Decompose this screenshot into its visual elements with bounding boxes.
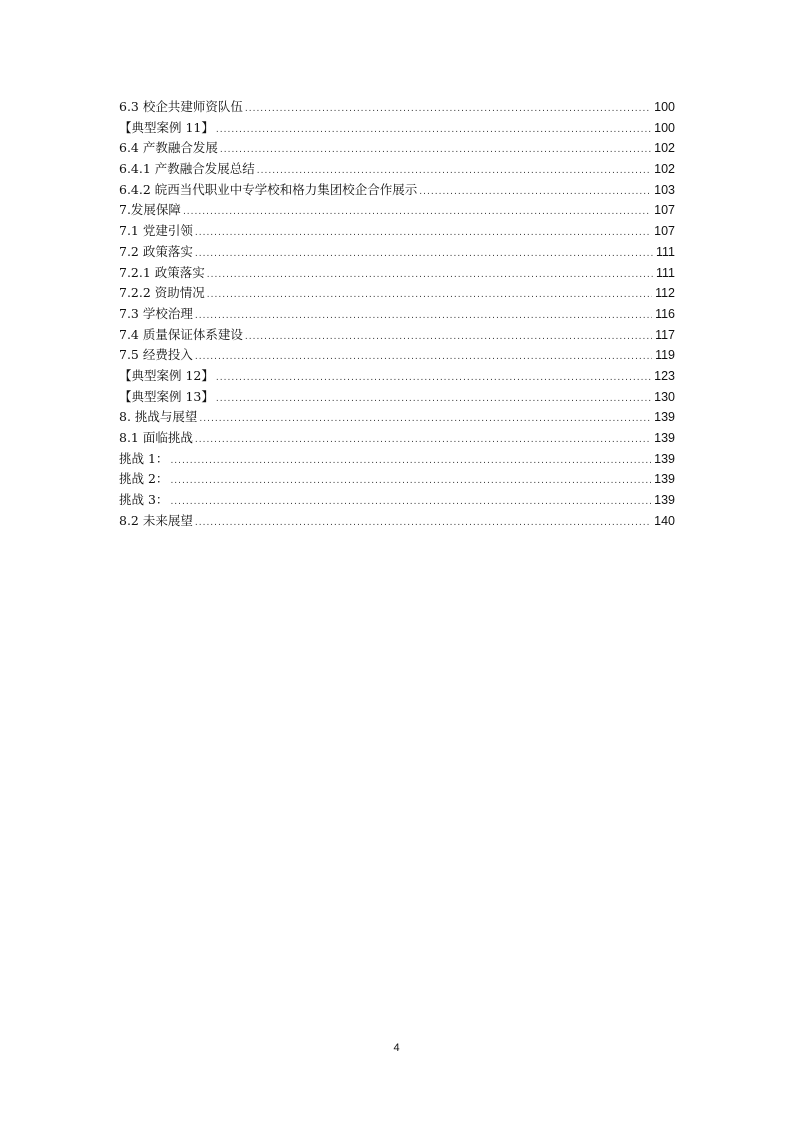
toc-entry-title: 【典型案例 13】 xyxy=(119,388,214,404)
toc-dot-leader xyxy=(195,223,651,244)
toc-entry-page: 102 xyxy=(654,162,675,177)
toc-entry[interactable] xyxy=(119,138,675,159)
toc-dot-leader xyxy=(170,471,651,492)
toc-entry-page: 123 xyxy=(654,368,675,383)
toc-dot-leader xyxy=(195,244,653,265)
page-number: 4 xyxy=(393,1042,400,1054)
toc-dot-leader xyxy=(245,99,651,120)
toc-entry-title: 8.2 未来展望 xyxy=(119,512,193,528)
toc-entry-title: 7.4 质量保证体系建设 xyxy=(119,326,243,342)
toc-entry[interactable] xyxy=(119,469,675,490)
toc-entry-page: 139 xyxy=(654,451,675,466)
toc-entry-page: 139 xyxy=(654,431,675,445)
toc-entry-title: 6.4.2 皖西当代职业中专学校和格力集团校企合作展示 xyxy=(119,181,418,197)
toc-entry[interactable] xyxy=(119,449,675,470)
toc-dot-leader xyxy=(245,327,652,348)
table-of-contents xyxy=(119,97,675,531)
toc-entry-title: 6.3 校企共建师资队伍 xyxy=(119,99,243,114)
toc-entry-page: 102 xyxy=(654,141,675,156)
toc-entry[interactable] xyxy=(119,221,675,242)
toc-entry-title: 7.5 经费投入 xyxy=(119,347,193,363)
toc-entry-title: 7.2.2 资助情况 xyxy=(119,285,205,301)
toc-entry-page: 100 xyxy=(654,100,675,114)
toc-dot-leader xyxy=(216,120,651,141)
toc-entry[interactable] xyxy=(119,325,675,346)
toc-dot-leader xyxy=(419,182,651,203)
toc-dot-leader xyxy=(257,161,651,182)
toc-entry-title: 挑战 3： xyxy=(119,492,169,508)
toc-entry-page: 140 xyxy=(654,513,675,528)
toc-entry-title: 7.2 政策落实 xyxy=(119,243,193,259)
toc-entry-page: 117 xyxy=(655,327,675,342)
toc-entry-title: 7.1 党建引领 xyxy=(119,223,193,239)
toc-entry-page: 116 xyxy=(655,306,675,321)
toc-entry-page: 139 xyxy=(654,472,675,487)
toc-dot-leader xyxy=(195,306,652,327)
toc-entry[interactable] xyxy=(119,511,675,532)
toc-entry-title: 挑战 2： xyxy=(119,471,169,487)
toc-dot-leader xyxy=(195,430,651,451)
toc-entry-title: 7.3 学校治理 xyxy=(119,305,193,321)
toc-entry-page: 119 xyxy=(655,348,675,363)
toc-entry-page: 130 xyxy=(654,389,675,404)
toc-entry-page: 112 xyxy=(655,286,675,301)
toc-entry[interactable] xyxy=(119,200,675,221)
toc-entry-page: 111 xyxy=(655,244,675,259)
toc-entry-title: 8.1 面临挑战 xyxy=(119,430,193,445)
toc-entry-page: 107 xyxy=(654,224,675,239)
toc-dot-leader xyxy=(207,285,652,306)
toc-dot-leader xyxy=(195,513,651,534)
toc-entry-page: 111 xyxy=(655,265,675,280)
toc-entry-page: 139 xyxy=(654,410,675,425)
toc-dot-leader xyxy=(220,140,651,161)
toc-dot-leader xyxy=(195,347,652,368)
toc-dot-leader xyxy=(199,409,651,430)
toc-entry-title: 【典型案例 11】 xyxy=(119,119,214,135)
toc-entry-title: 【典型案例 12】 xyxy=(119,367,214,383)
toc-entry-page: 107 xyxy=(654,203,675,218)
toc-dot-leader xyxy=(183,202,651,223)
toc-entry[interactable] xyxy=(119,366,675,387)
toc-entry-page: 103 xyxy=(654,182,675,197)
toc-dot-leader xyxy=(216,368,651,389)
toc-entry[interactable] xyxy=(119,180,675,201)
toc-entry[interactable] xyxy=(119,159,675,180)
toc-entry-page: 100 xyxy=(654,120,675,135)
toc-entry-title: 7.发展保障 xyxy=(119,202,181,218)
toc-dot-leader xyxy=(170,451,651,472)
toc-entry[interactable] xyxy=(119,490,675,511)
toc-dot-leader xyxy=(170,492,651,513)
toc-entry[interactable] xyxy=(119,118,675,139)
toc-entry[interactable] xyxy=(119,263,675,284)
toc-dot-leader xyxy=(216,389,651,410)
toc-dot-leader xyxy=(207,265,653,286)
toc-entry[interactable] xyxy=(119,345,675,366)
toc-entry-title: 7.2.1 政策落实 xyxy=(119,264,205,280)
toc-entry-title: 8. 挑战与展望 xyxy=(119,409,198,425)
toc-entry[interactable] xyxy=(119,97,675,118)
toc-entry[interactable] xyxy=(119,304,675,325)
toc-entry-page: 139 xyxy=(654,493,675,508)
toc-entry-title: 挑战 1： xyxy=(119,450,169,466)
toc-entry-title: 6.4 产教融合发展 xyxy=(119,140,218,156)
toc-entry[interactable] xyxy=(119,387,675,408)
toc-entry[interactable] xyxy=(119,407,675,428)
toc-entry[interactable] xyxy=(119,428,675,449)
toc-entry[interactable] xyxy=(119,283,675,304)
toc-entry[interactable] xyxy=(119,242,675,263)
toc-entry-title: 6.4.1 产教融合发展总结 xyxy=(119,161,255,177)
